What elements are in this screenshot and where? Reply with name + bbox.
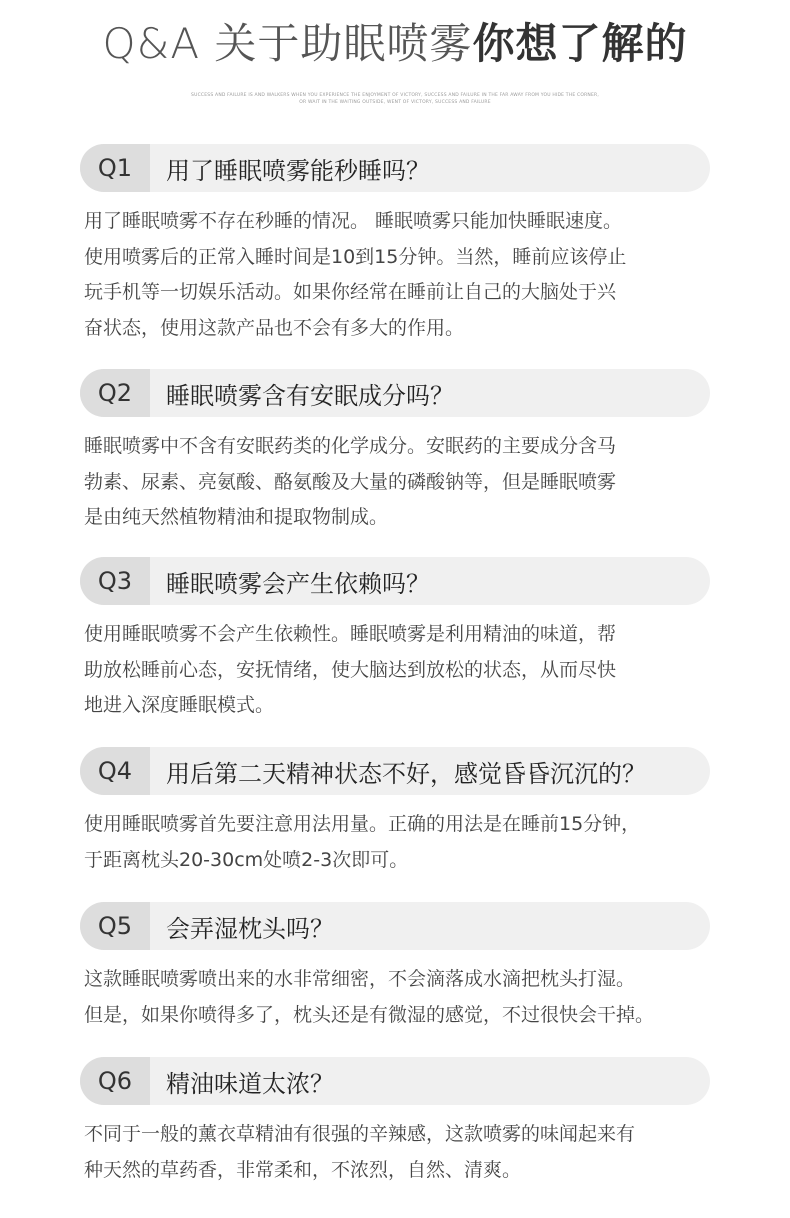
answer-line: 地进入深度睡眠模式。 (84, 694, 275, 716)
answer-line: 勃素、尿素、亮氨酸、酪氨酸及大量的磷酸钠等，但是睡眠喷雾 (84, 470, 617, 493)
question-text: 用后第二天精神状态不好，感觉昏昏沉沉的？ (166, 759, 646, 788)
question-number: Q6 (80, 1057, 150, 1105)
question-text: 用了睡眠喷雾能秒睡吗？ (166, 156, 430, 185)
question-number: Q1 (80, 144, 150, 192)
qa-item-2 (80, 369, 720, 536)
question-bar (80, 369, 710, 417)
tagline-line-1: SUCCESS AND FAILURE IS AND WALKERS WHEN YOU EXPERIENCE THE ENJOYMENT OF VICTORY, SUCCESS AND FAILURE IN THE FAR AWAY FROM YOU HIDE THE CORNER, (191, 93, 599, 98)
question-number: Q3 (80, 557, 150, 605)
answer (80, 1117, 720, 1188)
qa-item-3 (80, 557, 720, 724)
answer (80, 429, 720, 536)
answer-line: 种天然的草药香，非常柔和，不浓烈，自然、清爽。 (84, 1158, 522, 1181)
question-number: Q4 (80, 747, 150, 795)
question-text: 睡眠喷雾会产生依赖吗？ (166, 569, 430, 598)
answer-line: 用了睡眠喷雾不存在秒睡的情况。 睡眠喷雾只能加快睡眠速度。 (84, 210, 623, 232)
answer-line: 这款睡眠喷雾喷出来的水非常细密，不会滴落成水滴把枕头打湿。 (84, 968, 636, 990)
answer (80, 962, 720, 1033)
question-bar (80, 747, 710, 795)
answer-line: 不同于一般的薰衣草精油有很强的辛辣感，这款喷雾的味闻起来有 (84, 1123, 636, 1145)
question-bar (80, 902, 710, 950)
page-title-light: Q&A 关于助眠喷雾 (102, 19, 473, 68)
question-bar (80, 1057, 710, 1105)
answer-line: 但是，如果你喷得多了，枕头还是有微湿的感觉，不过很快会干掉。 (84, 1003, 655, 1026)
answer-line: 助放松睡前心态，安抚情绪，使大脑达到放松的状态，从而尽快 (84, 658, 617, 681)
qa-item-6 (80, 1057, 720, 1188)
question-text: 会弄湿枕头吗？ (166, 914, 334, 943)
answer-line: 是由纯天然植物精油和提取物制成。 (84, 506, 389, 528)
qa-item-1 (80, 144, 720, 346)
qa-item-4 (80, 747, 720, 878)
question-text: 精油味道太浓？ (166, 1069, 334, 1098)
question-bar (80, 144, 710, 192)
qa-item-5 (80, 902, 720, 1033)
answer-line: 使用喷雾后的正常入睡时间是10到15分钟。当然，睡前应该停止 (84, 245, 627, 268)
answer-line: 使用睡眠喷雾不会产生依赖性。睡眠喷雾是利用精油的味道，帮 (84, 623, 617, 645)
page-title (0, 14, 790, 74)
answer-line: 玩手机等一切娱乐活动。如果你经常在睡前让自己的大脑处于兴 (84, 281, 617, 303)
answer (80, 617, 720, 724)
question-text: 睡眠喷雾含有安眠成分吗？ (166, 381, 454, 410)
tagline (0, 92, 790, 106)
answer-line: 奋状态，使用这款产品也不会有多大的作用。 (84, 316, 465, 339)
answer (80, 807, 720, 878)
answer-line: 睡眠喷雾中不含有安眠药类的化学成分。安眠药的主要成分含马 (84, 435, 617, 457)
answer-line: 于距离枕头20-30cm处喷2-3次即可。 (84, 848, 409, 871)
question-number: Q2 (80, 369, 150, 417)
question-bar (80, 557, 710, 605)
question-number: Q5 (80, 902, 150, 950)
answer (80, 204, 720, 346)
page-header (0, 14, 790, 106)
page-title-bold: 你想了解的 (472, 19, 688, 68)
tagline-line-2: OR WAIT IN THE WAITING OUTSIDE, WENT OF VICTORY, SUCCESS AND FAILURE (299, 100, 491, 105)
answer-line: 使用睡眠喷雾首先要注意用法用量。正确的用法是在睡前15分钟， (84, 813, 641, 835)
